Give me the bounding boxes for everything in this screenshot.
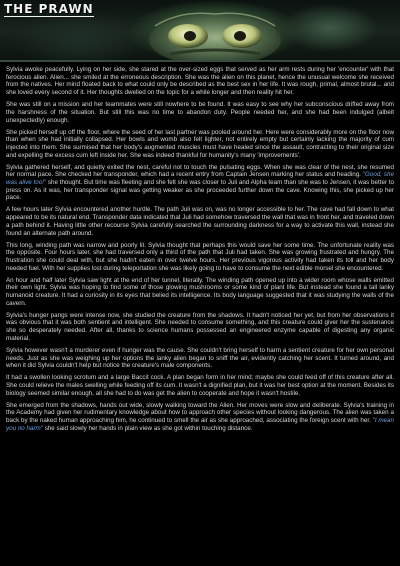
story-text-segment: she thought. But time was fleeting and she felt she was closer to Juli and Alpha team than she was to Jensen, it was better to press on. As it was, her transponder signal was getting weaker as she proceeded further down the cave. Knowing this, she picked up her pace. [6,179,394,202]
story-text [6,66,394,437]
story-paragraph: This long, winding path was narrow and poorly lit. Sylvia thought that perhaps this would save her some time. The unfortunate reality was the opposite. Four hours later, she had traversed only a third of the path that Juli had taken. She was growing frustrated and hungry. The frustration she could deal with, but she hadn't eaten in over twelve hours. Her previous vigorous activity had taken its toll and her body needed fuel. With her supplies lost during teleportation she was likely going to have to consume the next edible morsel she encountered. [6,241,394,272]
header-banner [0,0,400,60]
story-paragraph: Sylvia however wasn't a murderer even if hunger was the cause. She couldn't bring herself to harm a sentient creature for her own personal needs. Just as she was weighing up her options the lanky alien began to sniff the air, evidently catching her scent. It turned around, and when it did Sylvia couldn't help but notice the creature's male components. [6,346,394,370]
story-paragraph: She was still on a mission and her teammates were still nowhere to be found. It was easy to see why her subconscious drifted away from the harshness of the situation. But still this was no time to abandon duty. People needed her, and she had been indulged (albeit unexpectedly) enough. [6,101,394,124]
story-paragraph [6,402,394,433]
story-paragraph: Sylvia's hunger pangs were intense now, she studied the creature from the shadows. It hadn't noticed her yet, but from her observations it was obvious that it was both sentient and intelligent. She needed to consume something, and this creature could giver her the sustenance she so desperately needed. After all, thanks to science humans possessed an engineered enzyme capable of digesting any organic material. [6,311,394,342]
story-text-segment: she said slowly her hands in plain view as she got within touching distance. [42,424,253,432]
dialogue-quote: "I mean you no harm" [6,417,394,432]
story-paragraph: Sylvia awoke peacefully. Lying on her side, she stared at the over-sized eggs that served as her arm rests during her 'encounter' with that ferocious alien. Alien... she smiled at the erroneous description. She was the alien on this planet, hence the unusual welcome she received from the natives. Her mind floated back to what could only be described as the best sex in her life. It was rough, primal, almost brutal... and she loved every second of it. Her thoughts dwelled on the topic for a while longer and then reality hit her. [6,66,394,97]
story-text-segment: She emerged from the shadows, hands out wide, slowly walking toward the Alien. Her moves were slow and deliberate. Sylvia's training in the Academy had given her rudimentary knowledge about how to approach other species without looking dangerous. The alien was taken a back by the naked human approaching him, he continued to smell the air as she approached, associating the foreign scent with her. [6,401,394,425]
story-paragraph: A few hours later Sylvia encountered another hurdle. The path Juli was on, was no longer accessible to her. The cave had fall down to what appeared to be its natural end. Transponder data indicated that Juli had somehow traversed the wall that was in front her, and traveled down a path behind it. Having little other recourse Sylvia carefully searched the surrounding darkness for a way to activate this wall, instead she found an alternate path around. [6,206,394,237]
story-paragraph: She picked herself up off the floor, where the seed of her last partner was pooled around her. Here were considerably more on the floor now than when she had initially collapsed. Her bowls and womb also felt lighter, not entirely empty but certainly lacking the majority of cum injected into them. She surmised that her body's augmented muscles must have healed since the assault, contracting to their original size and expelling the excess cum left inside her. She was indeed thankful for humanity's many 'improvements'. [6,128,394,159]
alien-head-illustration [140,6,290,60]
story-paragraph [6,164,394,203]
story-text-segment: Sylvia gathered herself, and quietly exited the nest, careful not to touch the pulsating eggs. When she was clear of the nest, she resumed her normal pace. She checked her transponder, which had a recent entry from Captain Jensen marking her status and heading. [6,163,394,179]
story-paragraph: It had a swollen looking scrotum and a large Baccit cock. A plan began form in her mind; maybe she could feed off of this creature after all. She could relieve the males swelling while feeding off its cum. It wasn't a dignified plan, but it was her best option at the moment. Besides its biology seemed similar enough, all she had to do was get the alien to cooperate and hope it wasn't hostile. [6,374,394,397]
page-title: THE PRAWN [4,2,94,16]
banner-divider [0,60,400,62]
story-paragraph: An hour and half later Sylvia saw light at the end of her tunnel, literally. The winding path opened up into a wider room whose walls emitted their own light. Sylvia was hoping to find some of those glowing mushrooms or some kind of plant life. But instead she found a tall lanky humanoid creature. It had a curiosity in its eyes that belied its intelligence. Its body language suggested that it was studying the walls of the cavern. [6,276,394,307]
dialogue-quote: "Good, she was alive too!" [6,171,394,187]
